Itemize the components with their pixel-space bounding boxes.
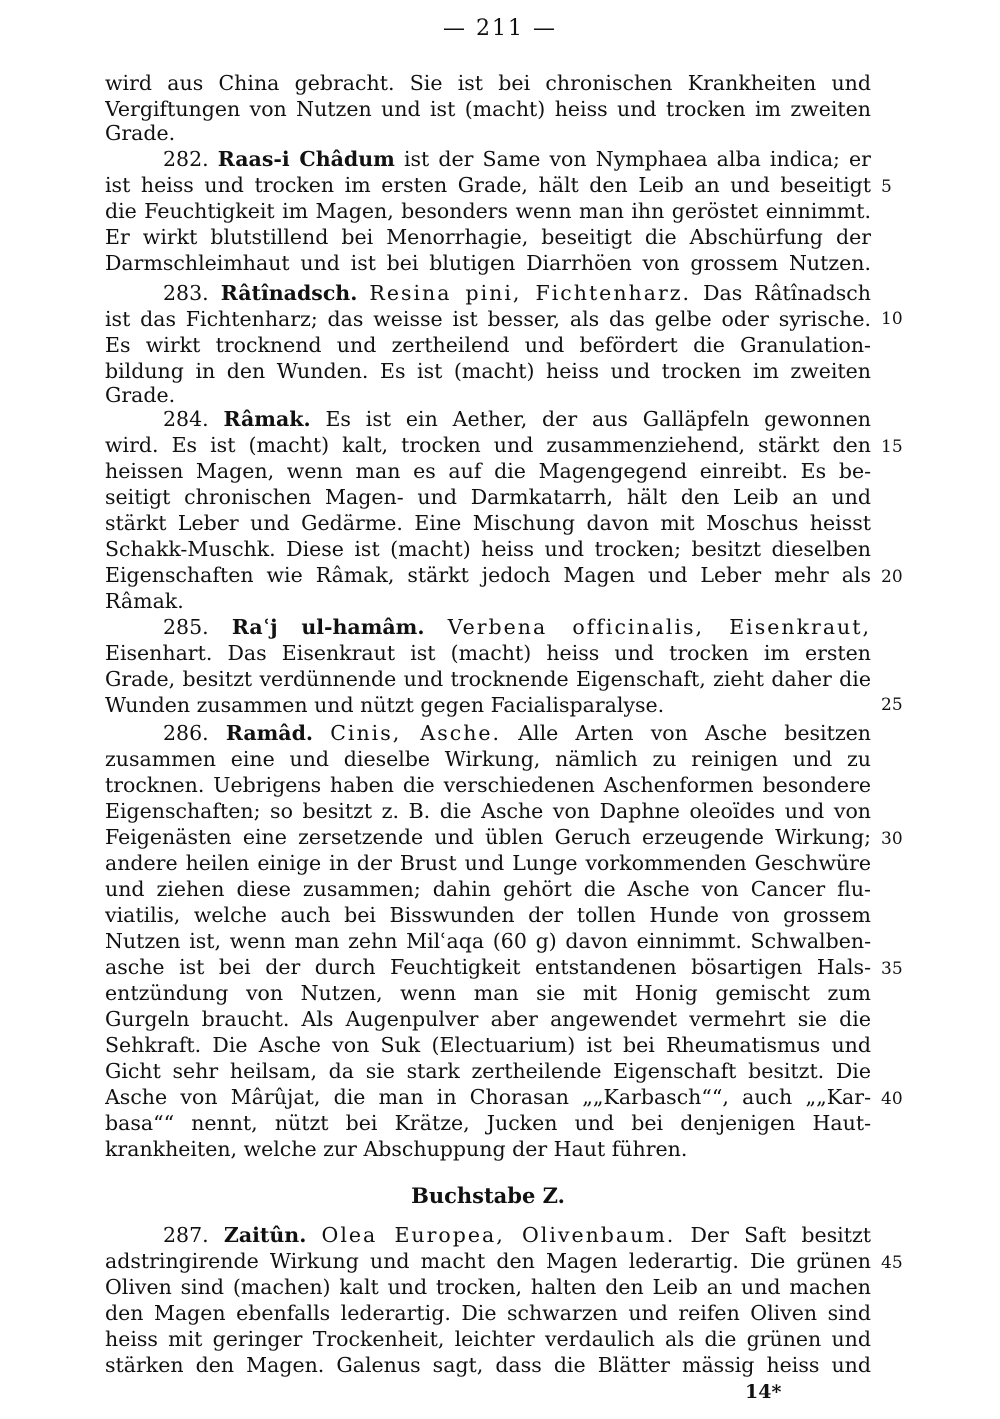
text-line: bildung in den Wunden. Es ist (macht) heiss und trocken im zweiten <box>105 359 871 383</box>
text-line: Sehkraft. Die Asche von Suk (Electuarium) ist bei Rheumatismus und <box>105 1033 871 1057</box>
text-line: ist heiss und trocken im ersten Grade, hält den Leib an und beseitigt <box>105 173 871 197</box>
text-line: Es wirkt trocknend und zertheilend und befördert die Granulation- <box>105 333 871 357</box>
text-line: ist das Fichtenharz; das weisse ist besser, als das gelbe oder syrische. <box>105 307 871 331</box>
text-line: wird. Es ist (macht) kalt, trocken und zusammenziehend, stärkt den <box>105 433 871 457</box>
entry-text: Es ist ein Aether, der aus Galläpfeln gewonnen <box>310 407 871 431</box>
text-line: Eisenhart. Das Eisenkraut ist (macht) heiss und trocken im ersten <box>105 641 871 665</box>
text-line: Gicht sehr heilsam, da sie stark zertheilende Eigenschaft besitzt. Die <box>105 1059 871 1083</box>
entry-headword: Ramâd. <box>225 721 314 745</box>
text-line: die Feuchtigkeit im Magen, besonders wenn man ihn geröstet einnimmt. <box>105 199 871 223</box>
entry-headword: Raʿj ul-hamâm. <box>231 615 425 639</box>
entry-line-282 <box>105 146 871 172</box>
text-line: heissen Magen, wenn man es auf die Magengegend einreibt. Es be- <box>105 459 871 483</box>
text-line: asche ist bei der durch Feuchtigkeit entstandenen bösartigen Hals- <box>105 955 871 979</box>
entry-text: Das Râtînadsch <box>691 281 871 305</box>
text-line: Grade. <box>105 383 176 407</box>
margin-line-number: 35 <box>881 959 903 979</box>
text-line: entzündung von Nutzen, wenn man sie mit Honig gemischt zum <box>105 981 871 1005</box>
text-line: Grade. <box>105 121 176 145</box>
entry-line-287 <box>105 1222 871 1248</box>
entry-number: 282. <box>163 147 209 171</box>
entry-headword: Zaitûn. <box>223 1223 307 1247</box>
text-line: adstringirende Wirkung und macht den Magen lederartig. Die grünen <box>105 1249 871 1273</box>
text-line: viatilis, welche auch bei Bisswunden der tollen Hunde von grossem <box>105 903 871 927</box>
text-line: stärken den Magen. Galenus sagt, dass die Blätter mässig heiss und <box>105 1353 871 1377</box>
entry-number: 286. <box>163 721 209 745</box>
text-line: Feigenästen eine zersetzende und üblen Geruch erzeugende Wirkung; <box>105 825 871 849</box>
entry-text: Alle Arten von Asche besitzen <box>501 721 871 745</box>
entry-latin: Verbena officinalis, Eisenkraut, <box>447 615 871 639</box>
entry-number: 287. <box>163 1223 209 1247</box>
entry-text: Der Saft besitzt <box>675 1223 871 1247</box>
entry-number: 284. <box>163 407 209 431</box>
entry-latin: Olea Europea, Olivenbaum. <box>321 1223 676 1247</box>
entry-line-283 <box>105 280 871 306</box>
text-line: andere heilen einige in der Brust und Lunge vorkommenden Geschwüre <box>105 851 871 875</box>
margin-line-number: 30 <box>881 829 903 849</box>
text-line: Darmschleimhaut und ist bei blutigen Diarrhöen von grossem Nutzen. <box>105 251 871 275</box>
text-line: Grade, besitzt verdünnende und trocknende Eigenschaft, zieht daher die <box>105 667 871 691</box>
entry-headword: Râtînadsch. <box>220 281 358 305</box>
margin-line-number: 5 <box>881 177 892 197</box>
margin-line-number: 15 <box>881 437 903 457</box>
text-line: Râmak. <box>105 589 184 613</box>
text-line: krankheiten, welche zur Abschuppung der Haut führen. <box>105 1137 688 1161</box>
text-line: Eigenschaften wie Râmak, stärkt jedoch Magen und Leber mehr als <box>105 563 871 587</box>
text-line: Schakk-Muschk. Diese ist (macht) heiss und trocken; besitzt dieselben <box>105 537 871 561</box>
text-line: seitigt chronischen Magen- und Darmkatarrh, hält den Leib an und <box>105 485 871 509</box>
text-line: Asche von Mârûjat, die man in Chorasan „„Karbasch““, auch „„Kar- <box>105 1085 871 1109</box>
text-line: heiss mit geringer Trockenheit, leichter verdaulich als die grünen und <box>105 1327 871 1351</box>
entry-headword: Râmak. <box>223 407 311 431</box>
text-line: wird aus China gebracht. Sie ist bei chronischen Krankheiten und <box>105 71 871 95</box>
text-line: und ziehen diese zusammen; dahin gehört die Asche von Cancer flu- <box>105 877 871 901</box>
text-line: Oliven sind (machen) kalt und trocken, halten den Leib an und machen <box>105 1275 871 1299</box>
entry-text: ist der Same von Nymphaea alba indica; er <box>394 147 871 171</box>
margin-line-number: 20 <box>881 567 903 587</box>
entry-line-284 <box>105 406 871 432</box>
text-line: den Magen ebenfalls lederartig. Die schwarzen und reifen Oliven sind <box>105 1301 871 1325</box>
entry-number: 283. <box>163 281 209 305</box>
margin-line-number: 25 <box>881 695 903 715</box>
page-number: — 211 — <box>443 16 557 41</box>
text-line: basa““ nennt, nützt bei Krätze, Jucken und bei denjenigen Haut- <box>105 1111 871 1135</box>
text-line: Gurgeln braucht. Als Augenpulver aber angewendet vermehrt sie die <box>105 1007 871 1031</box>
entry-line-286 <box>105 720 871 746</box>
text-line: Er wirkt blutstillend bei Menorrhagie, beseitigt die Abschürfung der <box>105 225 871 249</box>
signature-mark: 14* <box>745 1381 782 1403</box>
entry-number: 285. <box>163 615 209 639</box>
entry-latin: Resina pini, Fichtenharz. <box>369 281 692 305</box>
margin-line-number: 40 <box>881 1089 903 1109</box>
entry-headword: Raas-i Châdum <box>217 147 395 171</box>
entry-line-285 <box>105 614 871 640</box>
text-line: trocknen. Uebrigens haben die verschiedenen Aschenformen besondere <box>105 773 871 797</box>
entry-latin: Cinis, Asche. <box>330 721 502 745</box>
text-line: Vergiftungen von Nutzen und ist (macht) heiss und trocken im zweiten <box>105 97 871 121</box>
margin-line-number: 10 <box>881 309 903 329</box>
text-line: stärkt Leber und Gedärme. Eine Mischung davon mit Moschus heisst <box>105 511 871 535</box>
text-line: zusammen eine und dieselbe Wirkung, nämlich zu reinigen und zu <box>105 747 871 771</box>
text-line: Nutzen ist, wenn man zehn Milʿaqa (60 g) davon einnimmt. Schwalben- <box>105 929 871 953</box>
margin-line-number: 45 <box>881 1253 903 1273</box>
text-line: Wunden zusammen und nützt gegen Facialisparalyse. <box>105 693 665 717</box>
text-line: Eigenschaften; so besitzt z. B. die Asche von Daphne oleoïdes und von <box>105 799 871 823</box>
section-heading: Buchstabe Z. <box>411 1183 565 1208</box>
